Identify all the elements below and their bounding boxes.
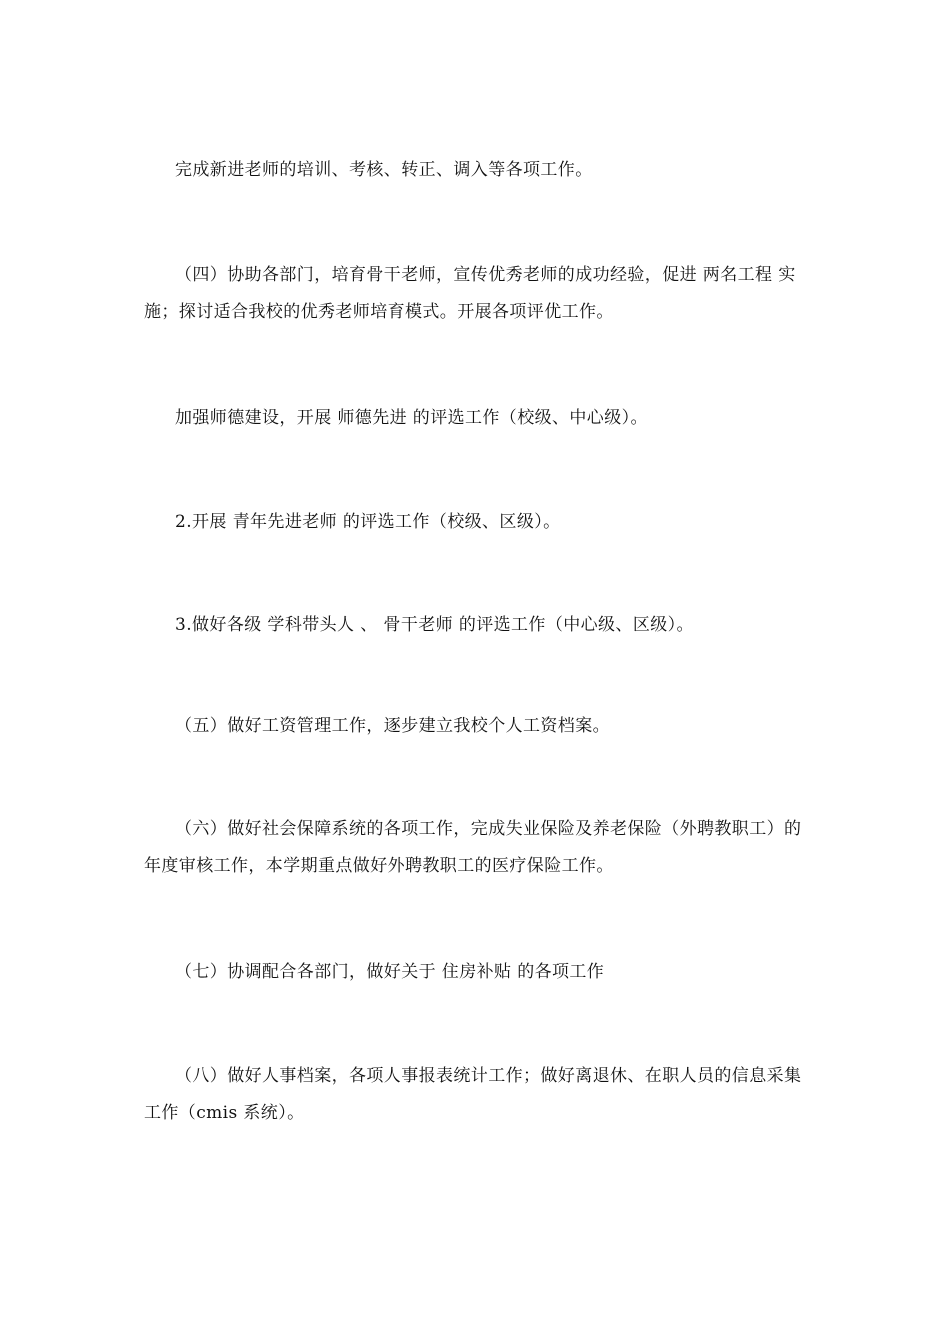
paragraph-item-2: 2.开展 青年先进老师 的评选工作（校级、区级）。 (175, 512, 561, 532)
paragraph-section-six: （六）做好社会保障系统的各项工作，完成失业保险及养老保险（外聘教职工）的年度审核工作，本学期重点做好外聘教职工的医疗保险工作。 (144, 819, 802, 876)
paragraph-section-five: （五）做好工资管理工作，逐步建立我校个人工资档案。 (175, 716, 610, 736)
paragraph-item-3: 3.做好各级 学科带头人 、 骨干老师 的评选工作（中心级、区级）。 (175, 615, 694, 635)
paragraph-section-four: （四）协助各部门，培育骨干老师，宣传优秀老师的成功经验，促进 两名工程 实施；探讨适合我校的优秀老师培育模式。开展各项评优工作。 (144, 265, 796, 322)
paragraph-new-teacher-training: 完成新进老师的培训、考核、转正、调入等各项工作。 (175, 160, 593, 180)
paragraph-section-seven: （七）协调配合各部门，做好关于 住房补贴 的各项工作 (175, 962, 605, 982)
paragraph-section-eight: （八）做好人事档案，各项人事报表统计工作；做好离退休、在职人员的信息采集工作（cmis 系统）。 (144, 1066, 802, 1123)
paragraph-teacher-ethics: 加强师德建设，开展 师德先进 的评选工作（校级、中心级）。 (175, 408, 648, 428)
